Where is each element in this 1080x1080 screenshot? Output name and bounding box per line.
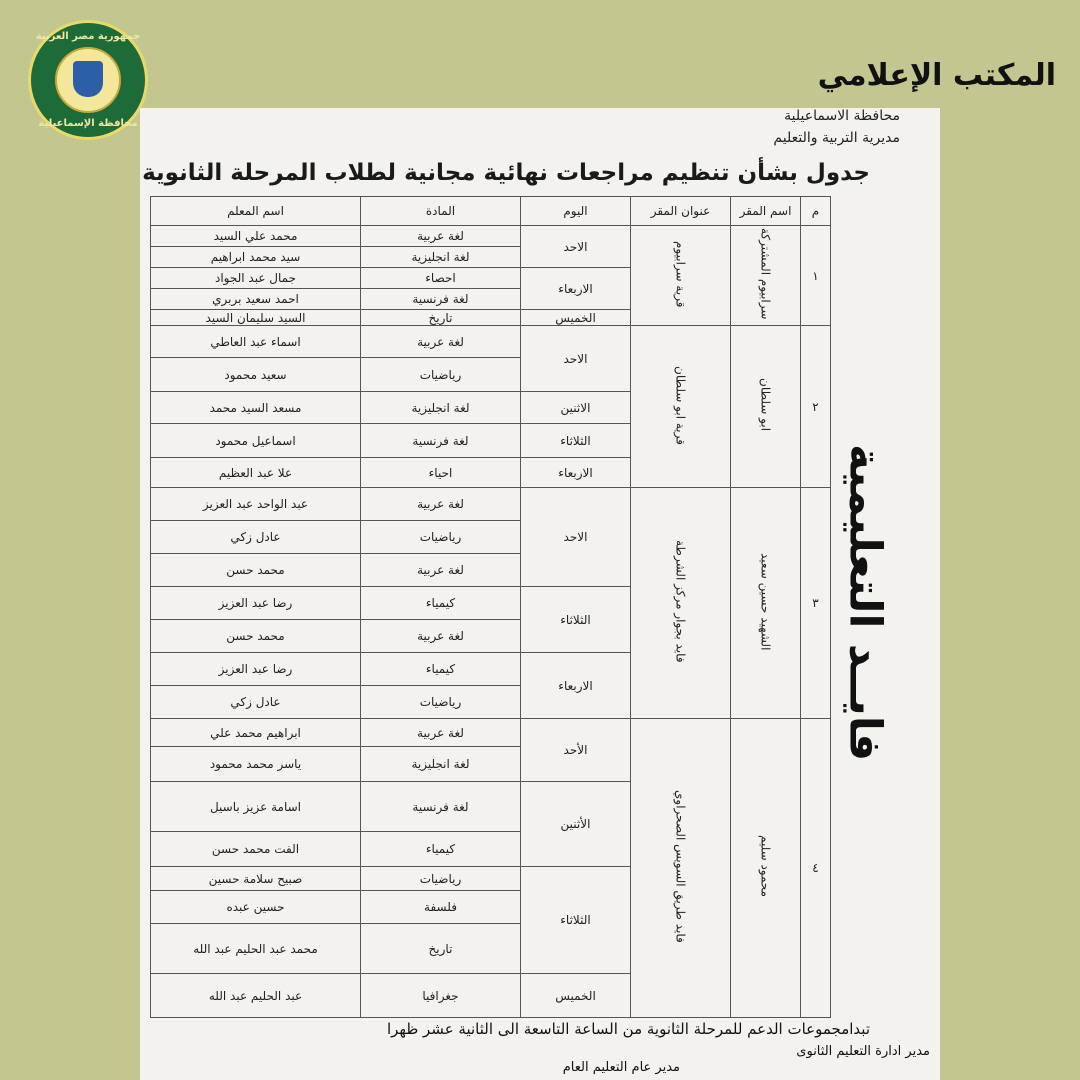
- subject-cell: لغة عربية: [361, 554, 521, 587]
- teacher-cell: سيد محمد ابراهيم: [151, 247, 361, 268]
- teacher-cell: الفت محمد حسن: [151, 832, 361, 867]
- day-cell: الاثنين: [521, 392, 631, 424]
- teacher-cell: صبيح سلامة حسين: [151, 867, 361, 891]
- subject-cell: لغة فرنسية: [361, 782, 521, 832]
- venue-address-text: فايد طريق السويس الصحراوي: [673, 790, 688, 943]
- teacher-cell: عادل زكي: [151, 521, 361, 554]
- day-cell: الاربعاء: [521, 653, 631, 719]
- day-cell: الاحد: [521, 488, 631, 587]
- col-num: م: [801, 197, 831, 226]
- teacher-cell: حسين عبده: [151, 891, 361, 924]
- day-cell: الاربعاء: [521, 458, 631, 488]
- subject-cell: كيمياء: [361, 587, 521, 620]
- schedule-body: [151, 226, 831, 1018]
- subject-cell: رياضيات: [361, 521, 521, 554]
- teacher-cell: عبد الواحد عبد العزيز: [151, 488, 361, 521]
- venue-name: [731, 226, 801, 326]
- subject-cell: لغة فرنسية: [361, 289, 521, 310]
- logo-top-text: جمهورية مصر العربية: [35, 31, 141, 42]
- subject-cell: لغة عربية: [361, 719, 521, 747]
- teacher-cell: ابراهيم محمد علي: [151, 719, 361, 747]
- table-header-row: [151, 197, 831, 226]
- teacher-cell: اسماعيل محمود: [151, 424, 361, 458]
- col-day: اليوم: [521, 197, 631, 226]
- venue-name: [731, 488, 801, 719]
- group-number: ١: [801, 226, 831, 326]
- day-cell: الخميس: [521, 974, 631, 1018]
- teacher-cell: عادل زكي: [151, 686, 361, 719]
- document-title: جدول بشأن تنظيم مراجعات نهائية مجانية لطلاب المرحلة الثانوية: [142, 160, 870, 186]
- day-cell: الثلاثاء: [521, 867, 631, 974]
- subject-cell: كيمياء: [361, 653, 521, 686]
- venue-address-text: فايد بجوار مركز الشرطة: [673, 540, 688, 663]
- subject-cell: رياضيات: [361, 867, 521, 891]
- footer-note: تبدامجموعات الدعم للمرحلة الثانوية من الساعة التاسعة الى الثانية عشر ظهرا: [386, 1020, 870, 1038]
- col-teacher: اسم المعلم: [151, 197, 361, 226]
- schedule-document: [140, 108, 940, 1080]
- subject-cell: لغة عربية: [361, 226, 521, 247]
- day-cell: الخميس: [521, 310, 631, 326]
- teacher-cell: محمد عبد الحليم عبد الله: [151, 924, 361, 974]
- col-venue: اسم المقر: [731, 197, 801, 226]
- venue-name-text: محمود سليم: [758, 835, 773, 898]
- table-row: [151, 719, 831, 747]
- subject-cell: لغة عربية: [361, 488, 521, 521]
- teacher-cell: محمد حسن: [151, 620, 361, 653]
- subject-cell: تاريخ: [361, 924, 521, 974]
- venue-name-text: سرابيوم المشتركة: [758, 228, 773, 320]
- teacher-cell: ياسر محمد محمود: [151, 747, 361, 782]
- subject-cell: لغة عربية: [361, 326, 521, 358]
- directorate-label: مديرية التربية والتعليم: [773, 130, 900, 146]
- teacher-cell: السيد سليمان السيد: [151, 310, 361, 326]
- venue-name: [731, 719, 801, 1018]
- subject-cell: لغة فرنسية: [361, 424, 521, 458]
- day-cell: الأحد: [521, 719, 631, 782]
- group-number: ٤: [801, 719, 831, 1018]
- teacher-cell: سعيد محمود: [151, 358, 361, 392]
- day-cell: الاربعاء: [521, 268, 631, 310]
- subject-cell: احصاء: [361, 268, 521, 289]
- venue-address: [631, 226, 731, 326]
- day-cell: الأثنين: [521, 782, 631, 867]
- logo-bottom-text: محافظة الإسماعيلية: [38, 118, 138, 129]
- teacher-cell: مسعد السيد محمد: [151, 392, 361, 424]
- teacher-cell: علا عبد العظيم: [151, 458, 361, 488]
- subject-cell: لغة انجليزية: [361, 392, 521, 424]
- day-cell: الثلاثاء: [521, 424, 631, 458]
- teacher-cell: جمال عبد الجواد: [151, 268, 361, 289]
- teacher-cell: اسامة عزيز باسيل: [151, 782, 361, 832]
- teacher-cell: عبد الحليم عبد الله: [151, 974, 361, 1018]
- group-number: ٣: [801, 488, 831, 719]
- venue-name-text: ابو سلطان: [758, 378, 773, 432]
- venue-address-text: قرية سرابيوم: [673, 240, 688, 308]
- schedule-table: [150, 196, 831, 1018]
- day-cell: الثلاثاء: [521, 587, 631, 653]
- day-cell: الاحد: [521, 226, 631, 268]
- subject-cell: احياء: [361, 458, 521, 488]
- subject-cell: جغرافيا: [361, 974, 521, 1018]
- venue-address: [631, 719, 731, 1018]
- col-subject: المادة: [361, 197, 521, 226]
- subject-cell: لغة انجليزية: [361, 247, 521, 268]
- table-row: [151, 226, 831, 247]
- col-address: عنوان المقر: [631, 197, 731, 226]
- venue-address: [631, 326, 731, 488]
- teacher-cell: رضا عبد العزيز: [151, 653, 361, 686]
- day-cell: الاحد: [521, 326, 631, 392]
- signature-general: مدير عام التعليم العام: [562, 1060, 680, 1075]
- venue-address: [631, 488, 731, 719]
- teacher-cell: رضا عبد العزيز: [151, 587, 361, 620]
- venue-name-text: الشهيد حسين سعيد: [758, 552, 773, 651]
- admin-column: [830, 188, 900, 1018]
- governorate-logo: [28, 20, 148, 140]
- table-row: [151, 326, 831, 358]
- admin-side-label: فايــد التعليمية: [839, 444, 891, 762]
- signature-secondary: مدير ادارة التعليم الثانوى: [796, 1044, 930, 1059]
- subject-cell: لغة عربية: [361, 620, 521, 653]
- subject-cell: لغة انجليزية: [361, 747, 521, 782]
- subject-cell: فلسفة: [361, 891, 521, 924]
- teacher-cell: محمد حسن: [151, 554, 361, 587]
- subject-cell: رياضيات: [361, 358, 521, 392]
- subject-cell: كيمياء: [361, 832, 521, 867]
- teacher-cell: اسماء عبد العاطي: [151, 326, 361, 358]
- media-office-title: المكتب الإعلامي: [817, 58, 1056, 93]
- teacher-cell: احمد سعيد بربري: [151, 289, 361, 310]
- subject-cell: تاريخ: [361, 310, 521, 326]
- venue-address-text: قرية ابو سلطان: [673, 365, 688, 445]
- group-number: ٢: [801, 326, 831, 488]
- subject-cell: رياضيات: [361, 686, 521, 719]
- teacher-cell: محمد علي السيد: [151, 226, 361, 247]
- logo-emblem-icon: [55, 47, 121, 113]
- table-row: [151, 488, 831, 521]
- venue-name: [731, 326, 801, 488]
- governorate-label: محافظة الاسماعيلية: [784, 108, 900, 124]
